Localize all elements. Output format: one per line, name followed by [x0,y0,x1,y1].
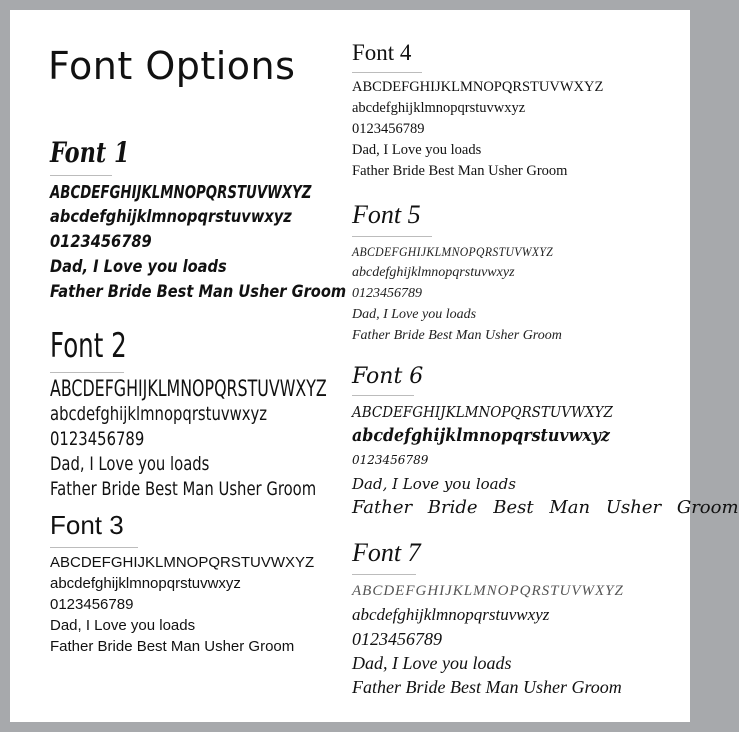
digits-sample: 0123456789 [352,286,422,301]
phrase-sample: Dad, I Love you loads [352,475,516,493]
font-sample-6 [352,364,739,520]
font-heading: Font 5 [352,200,421,229]
lowercase-sample: abcdefghijklmnopqrstuvwxyz [352,605,550,624]
heading-rule [50,175,112,176]
phrase-sample: Dad, I Love you loads [50,617,196,634]
heading-rule [352,574,416,575]
page-title: Font Options [48,44,296,88]
heading-rule [352,395,414,396]
heading-rule [352,236,432,237]
uppercase-sample: ABCDEFGHIJKLMNOPQRSTUVWXYZ [352,244,554,259]
phrase-sample: Dad, I Love you loads [50,453,210,475]
font-sample-3 [50,510,314,657]
font-heading: Font 7 [352,538,421,567]
uppercase-sample: ABCDEFGHIJKLMNOPQRSTUVWXYZ [352,79,604,95]
words-sample: Father Bride Best Man Usher Groom [352,497,739,518]
words-sample: Father Bride Best Man Usher Groom [352,163,568,179]
lowercase-sample: abcdefghijklmnopqrstuvwxyz [352,100,526,116]
phrase-sample: Dad, I Love you loads [352,307,477,322]
lowercase-sample: abcdefghijklmnopqrstuvwxyz [50,403,268,425]
font-heading: Font 1 [50,136,130,169]
uppercase-sample: ABCDEFGHIJKLMNOPQRSTUVWXYZ [352,583,624,599]
digits-sample: 0123456789 [352,453,429,467]
phrase-sample: Dad, I Love you loads [352,142,482,158]
words-sample: Father Bride Best Man Usher Groom [50,282,347,302]
heading-rule [50,372,124,373]
lowercase-sample: abcdefghijklmnopqrstuvwxyz [50,207,292,227]
uppercase-sample: ABCDEFGHIJKLMNOPQRSTUVWXYZ [352,403,613,421]
phrase-sample: Dad, I Love you loads [50,257,227,277]
digits-sample: 0123456789 [50,428,145,450]
font-sample-1 [50,136,403,305]
digits-sample: 0123456789 [50,596,134,613]
heading-rule [352,72,422,73]
phrase-sample: Dad, I Love you loads [352,653,512,673]
font-heading: Font 4 [352,40,412,65]
digits-sample: 0123456789 [352,629,442,649]
lowercase-sample: abcdefghijklmnopqrstuvwxyz [352,425,610,446]
font-heading: Font 6 [352,364,424,389]
words-sample: Father Bride Best Man Usher Groom [352,328,562,343]
font-heading: Font 3 [50,510,124,540]
words-sample: Father Bride Best Man Usher Groom [352,677,622,697]
font-sample-4 [352,40,603,182]
digits-sample: 0123456789 [352,121,425,137]
lowercase-sample: abcdefghijklmnopqrstuvwxyz [352,265,515,280]
font-heading: Font 2 [50,326,127,366]
words-sample: Father Bride Best Man Usher Groom [50,478,317,500]
heading-rule [50,547,138,548]
lowercase-sample: abcdefghijklmnopqrstuvwxyz [50,575,241,592]
words-sample: Father Bride Best Man Usher Groom [50,638,295,655]
font-options-sheet [10,10,739,722]
uppercase-sample: ABCDEFGHIJKLMNOPQRSTUVWXYZ [50,554,315,571]
uppercase-sample: ABCDEFGHIJKLMNOPQRSTUVWXYZ [50,377,327,402]
uppercase-sample: ABCDEFGHIJKLMNOPQRSTUVWXYZ [50,182,312,203]
digits-sample: 0123456789 [50,232,152,252]
font-sample-7 [352,538,624,699]
font-sample-5 [352,200,575,346]
